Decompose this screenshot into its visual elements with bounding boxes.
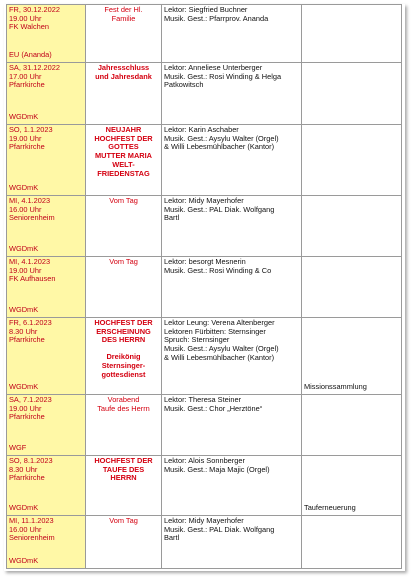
feast-cell [86,257,162,318]
date-cell [7,5,86,63]
note-cell [302,456,402,516]
service-type-tag: WGDmK [9,305,39,315]
lector-music-cell: Lektor: Alois Sonnberger Musik. Gest.: Maja Majic (Orgel) [162,456,302,516]
note-cell [302,516,402,569]
feast-title: Vorabend Taufe des Herrn [97,395,150,413]
lector-music-cell: Lektor Leung: Verena Altenberger Lektoren Fürbitten: Sternsinger Spruch: Sternsinger Musik. Gest.: Aysylu Walter (Orgel) & Willi Lebesmühlbacher (Kantor) [162,318,302,395]
date-cell [7,456,86,516]
service-type-tag: WGDmK [9,183,39,193]
schedule-table [6,4,402,569]
lector-music-cell: Lektor: Karin Aschaber Musik. Gest.: Aysylu Walter (Orgel) & Willi Lebesmühlbacher (Kantor) [162,125,302,196]
feast-title: NEUJAHR HOCHFEST DER GOTTES MUTTER MARIA WELT- FRIEDENSTAG [94,125,153,178]
date-time-place: FR, 6.1.2023 8.30 Uhr Pfarrkirche [9,318,52,345]
schedule-row [7,318,402,395]
note-cell [302,257,402,318]
date-time-place: SA, 31.12.2022 17.00 Uhr Pfarrkirche [9,63,60,90]
feast-title: HOCHFEST DER ERSCHEINUNG DES HERRN [94,318,153,345]
schedule-row [7,395,402,456]
lector-music-cell: Lektor: Midy Mayerhofer Musik. Gest.: PAL Diak. Wolfgang Bartl [162,516,302,569]
note-text: Missionssammlung [304,382,367,392]
service-type-tag: WGDmK [9,382,39,392]
feast-cell [86,456,162,516]
schedule-row [7,516,402,569]
note-cell [302,395,402,456]
schedule-row [7,63,402,125]
lector-music-cell: Lektor: Anneliese Unterberger Musik. Gest.: Rosi Winding & Helga Patkowitsch [162,63,302,125]
feast-cell [86,63,162,125]
date-cell [7,63,86,125]
lector-music-cell: Lektor: Siegfried Buchner Musik. Gest.: Pfarrprov. Ananda [162,5,302,63]
feast-title: Vom Tag [109,196,138,205]
service-type-tag: WGF [9,443,27,453]
lector-music-cell: Lektor: Midy Mayerhofer Musik. Gest.: PAL Diak. Wolfgang Bartl [162,196,302,257]
feast-title: Fest der Hl. Familie [104,5,143,23]
feast-cell [86,516,162,569]
schedule-row [7,257,402,318]
date-time-place: MI, 11.1.2023 16.00 Uhr Seniorenheim [9,516,55,543]
feast-cell [86,196,162,257]
date-time-place: SA, 7.1.2023 19.00 Uhr Pfarrkirche [9,395,52,422]
schedule-row [7,125,402,196]
service-type-tag: WGDmK [9,503,39,513]
lector-music-cell: Lektor: Theresa Steiner Musik. Gest.: Chor „Herztöne“ [162,395,302,456]
date-cell [7,516,86,569]
feast-extra: Dreikönig Sternsinger- gottesdienst [101,352,146,379]
date-cell [7,196,86,257]
feast-title: Vom Tag [109,516,138,525]
service-type-tag: WGDmK [9,112,39,122]
document-page [4,4,405,571]
service-type-tag: EU (Ananda) [9,50,52,60]
service-type-tag: WGDmK [9,556,39,566]
schedule-row [7,456,402,516]
feast-cell [86,125,162,196]
note-cell [302,196,402,257]
date-time-place: SO, 8.1.2023 8.30 Uhr Pfarrkirche [9,456,53,483]
schedule-row [7,5,402,63]
feast-title: HOCHFEST DER TAUFE DES HERRN [94,456,153,483]
note-text: Tauferneuerung [304,503,356,513]
note-cell [302,63,402,125]
schedule-row [7,196,402,257]
date-time-place: MI, 4.1.2023 19.00 Uhr FK Aufhausen [9,257,56,284]
date-cell [7,318,86,395]
note-cell [302,318,402,395]
date-cell [7,257,86,318]
lector-music-cell: Lektor: besorgt Mesnerin Musik. Gest.: Rosi Winding & Co [162,257,302,318]
feast-title: Jahresschluss und Jahresdank [95,63,152,81]
date-cell [7,395,86,456]
service-type-tag: WGDmK [9,244,39,254]
date-time-place: MI, 4.1.2023 16.00 Uhr Seniorenheim [9,196,55,223]
date-time-place: FR, 30.12.2022 19.00 Uhr FK Walchen [9,5,60,32]
date-time-place: SO, 1.1.2023 19.00 Uhr Pfarrkirche [9,125,53,152]
feast-cell [86,318,162,395]
feast-cell [86,395,162,456]
note-cell [302,125,402,196]
date-cell [7,125,86,196]
feast-cell [86,5,162,63]
feast-title: Vom Tag [109,257,138,266]
schedule-body [7,5,402,569]
note-cell [302,5,402,63]
